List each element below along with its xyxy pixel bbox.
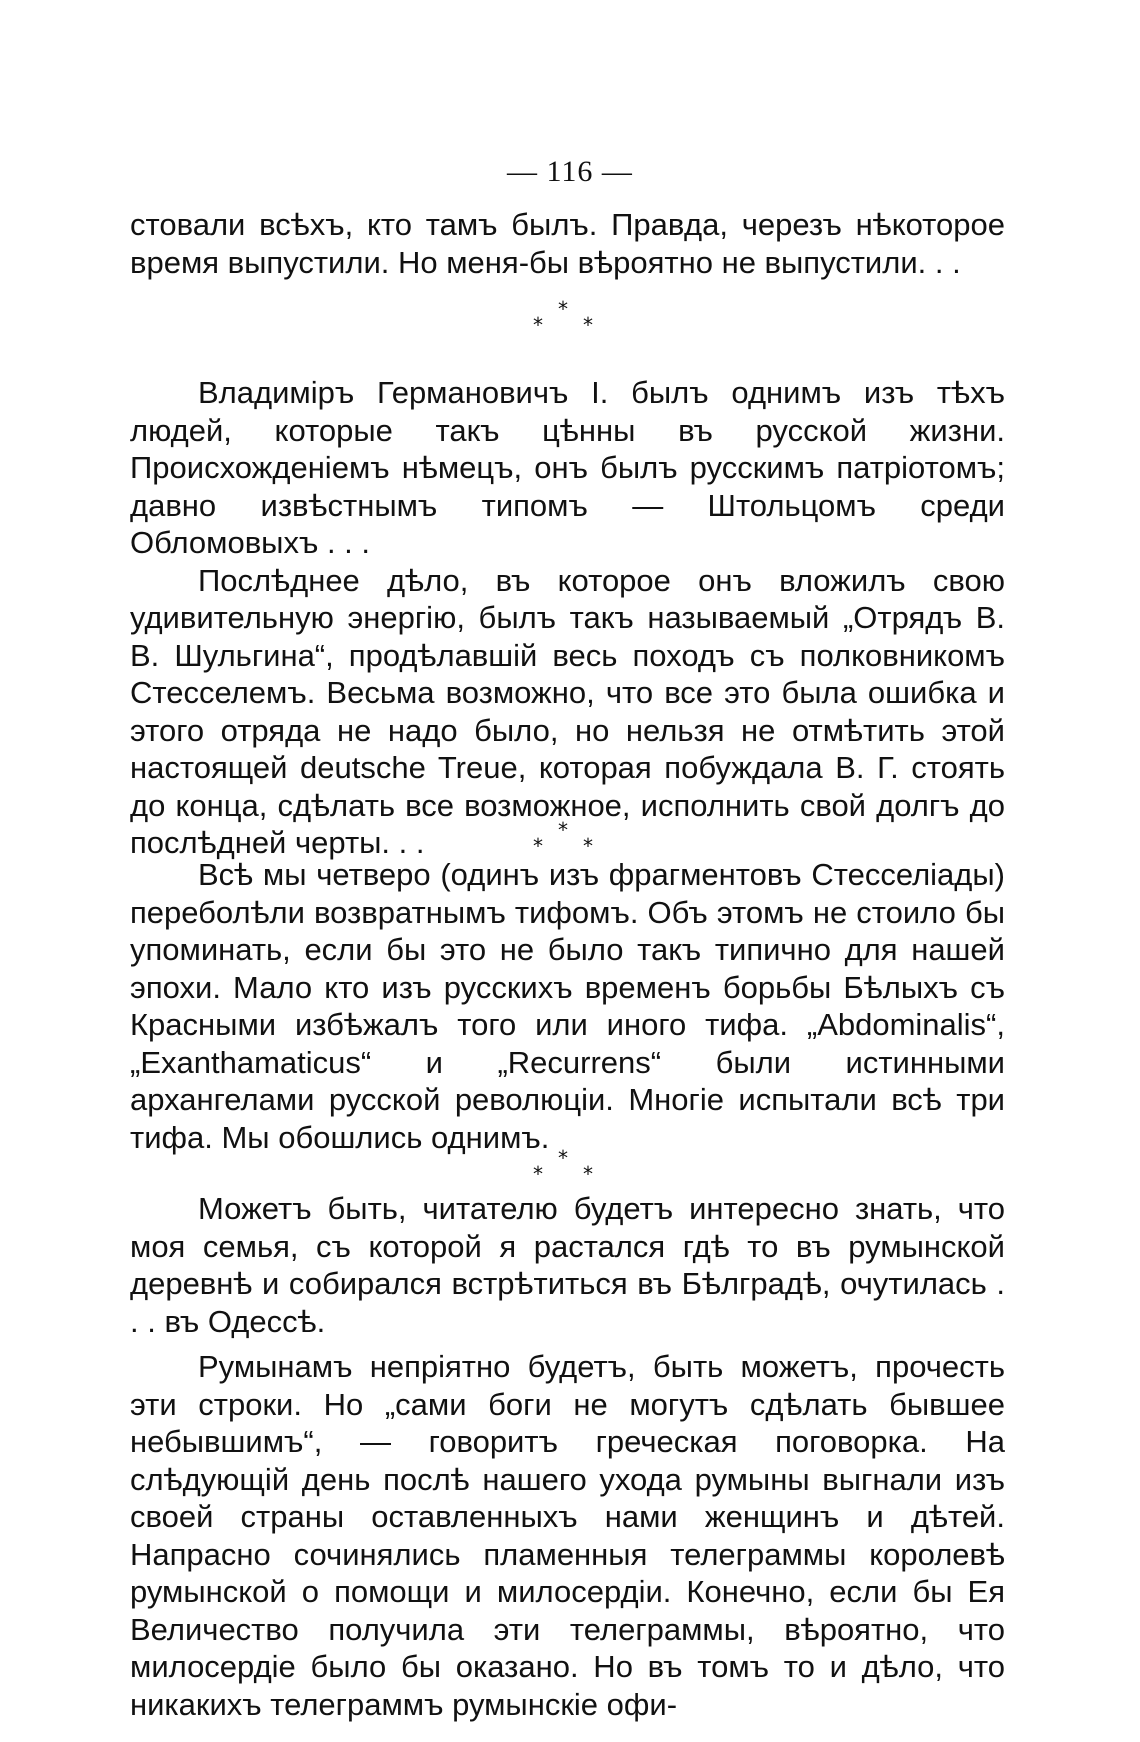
paragraph-block: [130, 374, 1005, 862]
asterisk-glyph: *: [583, 1162, 593, 1186]
asterisk-glyph: *: [533, 834, 543, 858]
asterisk-glyph: *: [583, 834, 593, 858]
paragraph-block: [130, 856, 1005, 1156]
paragraph-text: Всѣ мы четверо (одинъ изъ фрагментовъ Стесселіады) переболѣли возвратнымъ тифомъ. Объ этомъ не стоило бы упоминать, если бы это не было такъ типично для нашей эпохи. Мало кто изъ русскихъ временъ борьбы Бѣлыхъ съ Красными избѣжалъ того или иного тифа. „Abdominalis“, „Exanthamaticus“ и „Recurrens“ были истинными архангелами русской революціи. Многіе испытали всѣ три тифа. Мы обошлись однимъ.: [130, 857, 1005, 1155]
paragraph-text: Послѣднее дѣло, въ которое онъ вложилъ свою удивительную энергію, былъ такъ называемый „Отрядъ В. В. Шульгина“, продѣлавшій весь походъ съ полковникомъ Стесселемъ. Весьма возможно, что все это была ошибка и этого отряда не надо было, но нельзя не отмѣтить этой настоящей deutsche Treue, которая побуждала В. Г. стоять до конца, сдѣлать все возможное, исполнить свой долгъ до послѣдней черты. . .: [130, 562, 1005, 860]
paragraph-text: Можетъ быть, читателю будетъ интересно знать, что моя семья, съ которой я растался гдѣ то въ румынской деревнѣ и собирался встрѣтиться въ Бѣлградѣ, очутилась . . . въ Одессѣ.: [130, 1191, 1005, 1339]
paragraph-text: Владиміръ Германовичъ I. былъ однимъ изъ тѣхъ людей, которые такъ цѣнны въ русской жизни. Происхожденіемъ нѣмецъ, онъ былъ русскимъ патріотомъ; давно извѣстнымъ типомъ — Штольцомъ среди Обломовыхъ . . .: [130, 375, 1005, 560]
asterisk-glyph: *: [558, 1146, 568, 1170]
page-number: — 116 —: [507, 155, 633, 188]
asterisk-glyph: *: [533, 1162, 543, 1186]
asterisk-glyph: *: [583, 313, 593, 337]
paragraph-continuation: [130, 206, 1005, 281]
paragraph-text: стовали всѣхъ, кто тамъ былъ. Правда, черезъ нѣкоторое время выпустили. Но меня-бы вѣроятно не выпустили. . .: [130, 207, 1005, 280]
paragraph-block: [130, 1190, 1005, 1723]
asterisk-glyph: *: [558, 297, 568, 321]
paragraph-text: Румынамъ непріятно будетъ, быть можетъ, прочесть эти строки. Но „сами боги не могутъ сдѣлать бывшее небывшимъ“, — говоритъ греческая поговорка. На слѣдующій день послѣ нашего ухода румыны выгнали изъ своей страны оставленныхъ нами женщинъ и дѣтей. Напрасно сочинялись пламенныя телеграммы королевѣ румынской о помощи и милосердіи. Конечно, если бы Ея Величество получила эти телеграммы, вѣроятно, что милосердіе было бы оказано. Но въ томъ то и дѣло, что никакихъ телеграммъ румынскіе офи-: [130, 1349, 1005, 1722]
asterisk-glyph: *: [533, 313, 543, 337]
asterisk-glyph: *: [558, 818, 568, 842]
